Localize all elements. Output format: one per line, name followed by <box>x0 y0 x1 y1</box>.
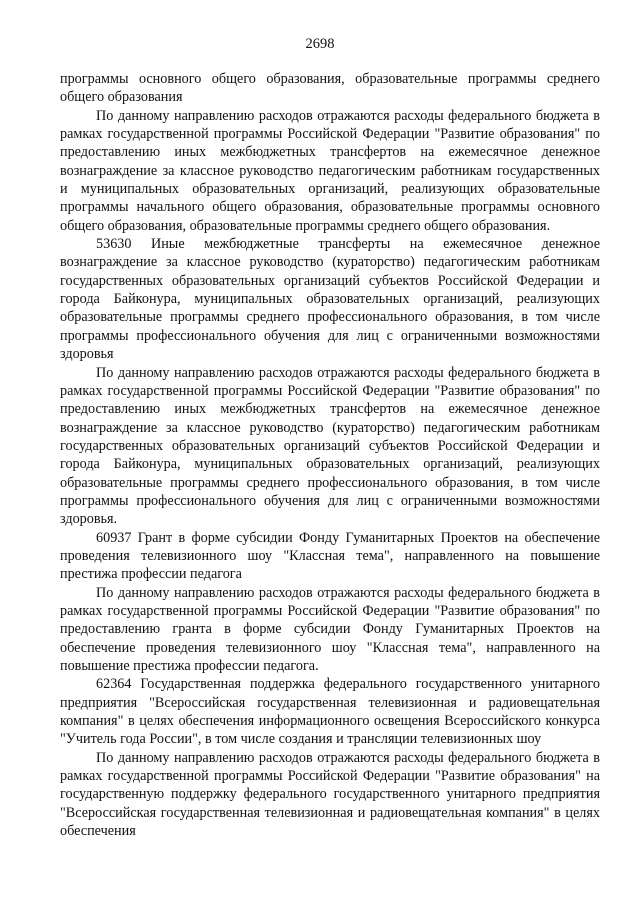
paragraph-description: По данному направлению расходов отражаются расходы федерального бюджета в рамках государственной программы Российской Федерации "Развитие образования" на государственную поддержку федерального государственного унитарного предприятия "Всероссийская государственная телевизионная и радиовещательная компания" в целях обеспечения <box>60 749 600 840</box>
paragraph-code-62364: 62364 Государственная поддержка федерального государственного унитарного предприятия "Всероссийская государственная телевизионная и радиовещательная компания" в целях обеспечения информационного освещения Всероссийского конкурса "Учитель года России", в том числе создания и трансляции телевизионных шоу <box>60 676 600 748</box>
document-body <box>60 70 600 840</box>
paragraph-continuation: программы основного общего образования, образовательные программы среднего общего образования <box>60 71 600 106</box>
paragraph-description: По данному направлению расходов отражаются расходы федерального бюджета в рамках государственной программы Российской Федерации "Развитие образования" по предоставлению иных межбюджетных трансфертов на ежемесячное денежное вознаграждение за классное руководство (кураторство) педагогическим работникам государственных образовательных организаций субъектов Российской Федерации и города Байконура, муниципальных образовательных организаций, реализующих образовательные программы среднего профессионального образования, в том числе программы профессионального обучения для лиц с ограниченными возможностями здоровья. <box>60 364 600 528</box>
page-number: 2698 <box>305 36 335 52</box>
paragraph-code-53630: 53630 Иные межбюджетные трансферты на ежемесячное денежное вознаграждение за классное руководство (кураторство) педагогическим работникам государственных образовательных организаций субъектов Российской Федерации и города Байконура, муниципальных образовательных организаций, реализующих образовательные программы среднего профессионального образования, в том числе программы профессионального обучения для лиц с ограниченными возможностями здоровья <box>60 236 600 363</box>
paragraph-description: По данному направлению расходов отражаются расходы федерального бюджета в рамках государственной программы Российской Федерации "Развитие образования" по предоставлению иных межбюджетных трансфертов на ежемесячное денежное вознаграждение за классное руководство педагогическим работникам государственных и муниципальных образовательных организаций, реализующих образовательные программы начального общего образования, образовательные программы основного общего образования, образовательные программы среднего общего образования. <box>60 107 600 234</box>
paragraph-code-60937: 60937 Грант в форме субсидии Фонду Гуманитарных Проектов на обеспечение проведения телевизионного шоу "Классная тема", направленного на повышение престижа профессии педагога <box>60 529 600 583</box>
paragraph-description: По данному направлению расходов отражаются расходы федерального бюджета в рамках государственной программы Российской Федерации "Развитие образования" по предоставлению гранта в форме субсидии Фонду Гуманитарных Проектов на обеспечение проведения телевизионного шоу "Классная тема", направленного на повышение престижа профессии педагога. <box>60 584 600 674</box>
